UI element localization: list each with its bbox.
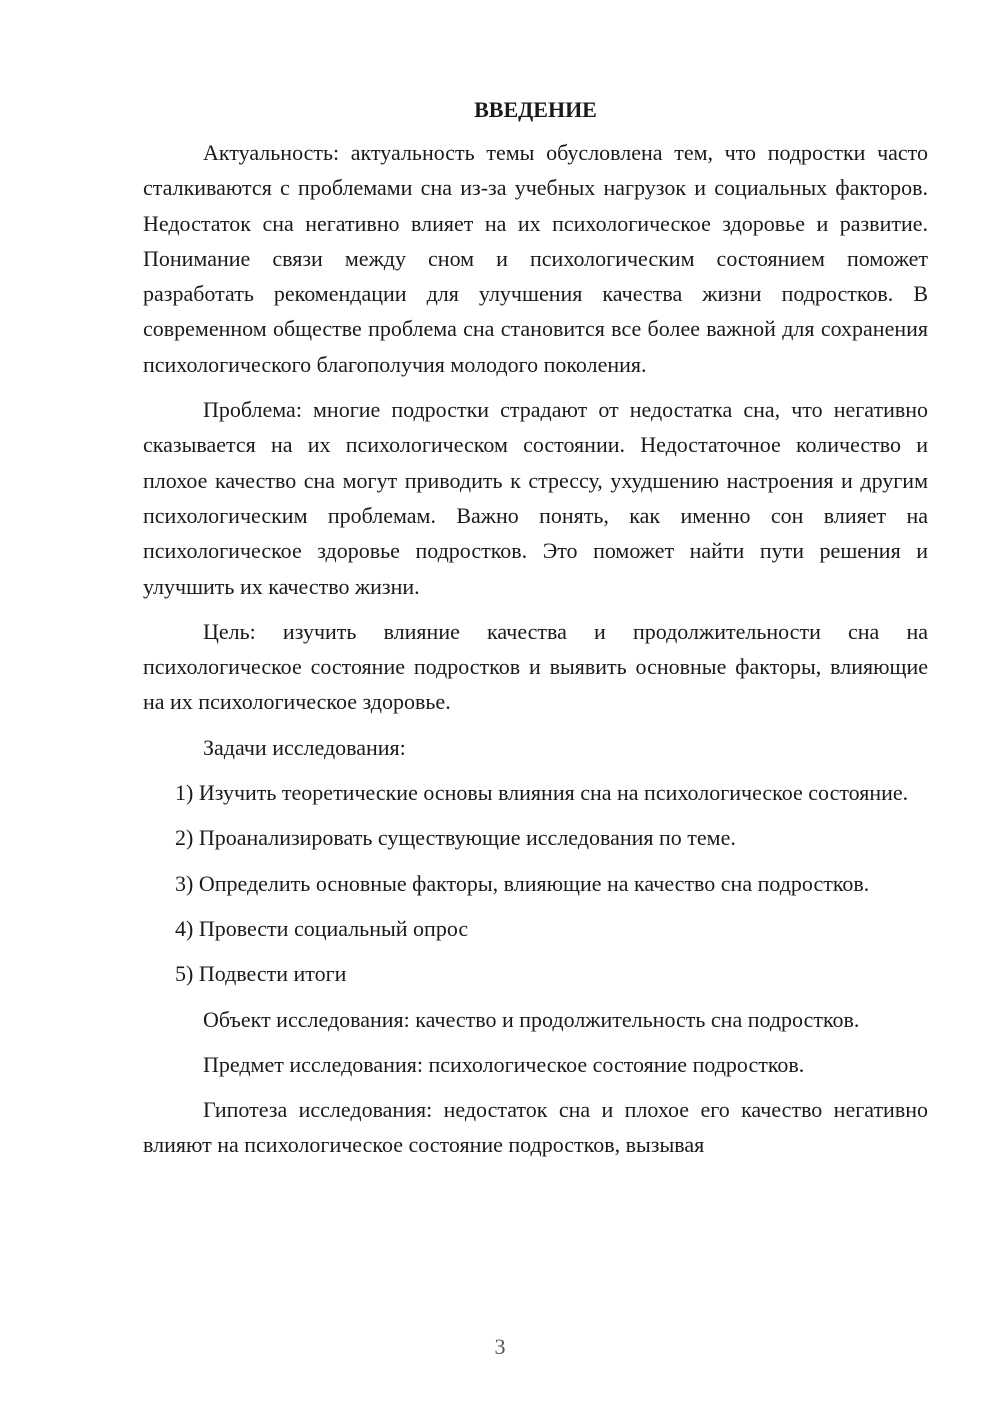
paragraph-tasks-heading: Задачи исследования:	[203, 734, 406, 760]
page-number: 3	[494, 1334, 506, 1359]
document-page	[143, 92, 928, 1173]
paragraph-problem: Проблема: многие подростки страдают от недостатка сна, что негативно сказывается на их психологическом состоянии. Недостаточное количество и плохое качество сна могут приводить к стрессу, ухудшению настроения и другим психологическим проблемам. Важно понять, как именно сон влияет на психологическое здоровье подростков. Это поможет найти пути решения и улучшить их качество жизни.	[143, 397, 928, 599]
paragraph-goal: Цель: изучить влияние качества и продолжительности сна на психологическое состояние подростков и выявить основные факторы, влияющие на их психологическое здоровье.	[143, 618, 928, 715]
paragraph-relevance: Актуальность: актуальность темы обусловлена тем, что подростки часто сталкиваются с проблемами сна из-за учебных нагрузок и социальных факторов. Недостаток сна негативно влияет на их психологическое здоровье и развитие. Понимание связи между сном и психологическим состоянием поможет разработать рекомендации для улучшения качества жизни подростков. В современном обществе проблема сна становится все более важной для сохранения психологического благополучия молодого поколения.	[143, 140, 928, 377]
paragraph-object: Объект исследования: качество и продолжительность сна подростков.	[203, 1006, 860, 1032]
task-item-4: 4) Провести социальный опрос	[175, 915, 469, 941]
task-item-3: 3) Определить основные факторы, влияющие на качество сна подростков.	[175, 870, 870, 896]
task-item-2: 2) Проанализировать существующие исследования по теме.	[175, 825, 736, 851]
paragraph-hypothesis: Гипотеза исследования: недостаток сна и плохое его качество негативно влияют на психологическое состояние подростков, вызывая	[143, 1097, 928, 1158]
section-title: ВВЕДЕНИЕ	[474, 97, 597, 122]
paragraph-subject: Предмет исследования: психологическое состояние подростков.	[203, 1051, 805, 1077]
task-item-5: 5) Подвести итоги	[175, 961, 347, 987]
task-item-1: 1) Изучить теоретические основы влияния сна на психологическое состояние.	[175, 780, 909, 806]
